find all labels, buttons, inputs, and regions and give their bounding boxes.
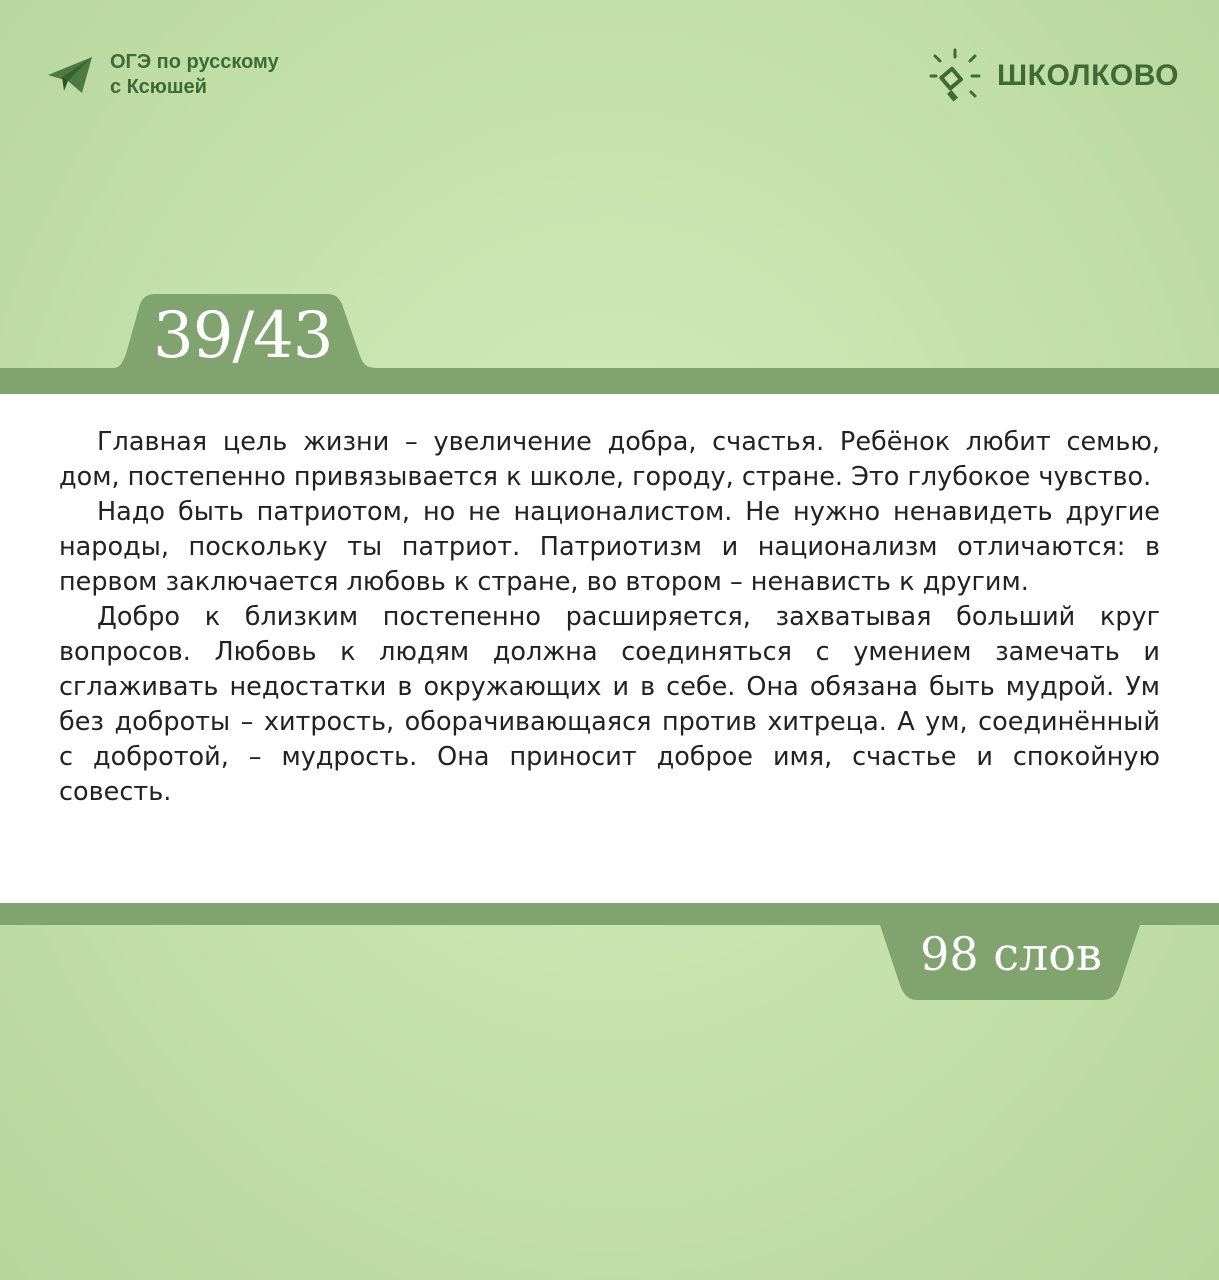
page-counter: 39/43 bbox=[153, 299, 333, 373]
paragraph-1: Главная цель жизни – увеличение добра, счастья. Ребёнок любит семью, дом, постепенно привязывается к школе, городу, стране. Это глубокое чувство. bbox=[59, 427, 1160, 492]
channel-brand bbox=[46, 50, 279, 100]
paper-plane-icon bbox=[46, 53, 96, 97]
paragraph-2: Надо быть патриотом, но не националистом. Не нужно ненавидеть другие народы, поскольку ты патриот. Патриотизм и национализм отличаются: в первом заключается любовь к стране, во втором – ненависть к другим. bbox=[59, 497, 1160, 597]
school-brand bbox=[925, 46, 1179, 106]
brand-name: ШКОЛКОВО bbox=[997, 59, 1179, 92]
channel-title-line1: ОГЭ по русскому bbox=[110, 51, 279, 73]
channel-title bbox=[110, 50, 279, 100]
paragraph-3: Добро к близким постепенно расширяется, захватывая больший круг вопросов. Любовь к людям должна соединяться с умением замечать и сглаживать недостатки в окружающих и в себе. Она обязана быть мудрой. Ум без доброты – хитрость, оборачивающаяся против хитреца. А ум, соединённый с добротой, – мудрость. Она приносит доброе имя, счастье и спокойную совесть. bbox=[59, 602, 1160, 807]
word-count: 98 слов bbox=[920, 927, 1102, 981]
magic-wand-icon bbox=[925, 46, 985, 106]
channel-title-line2: с Ксюшей bbox=[110, 76, 207, 98]
article-text bbox=[59, 425, 1160, 810]
